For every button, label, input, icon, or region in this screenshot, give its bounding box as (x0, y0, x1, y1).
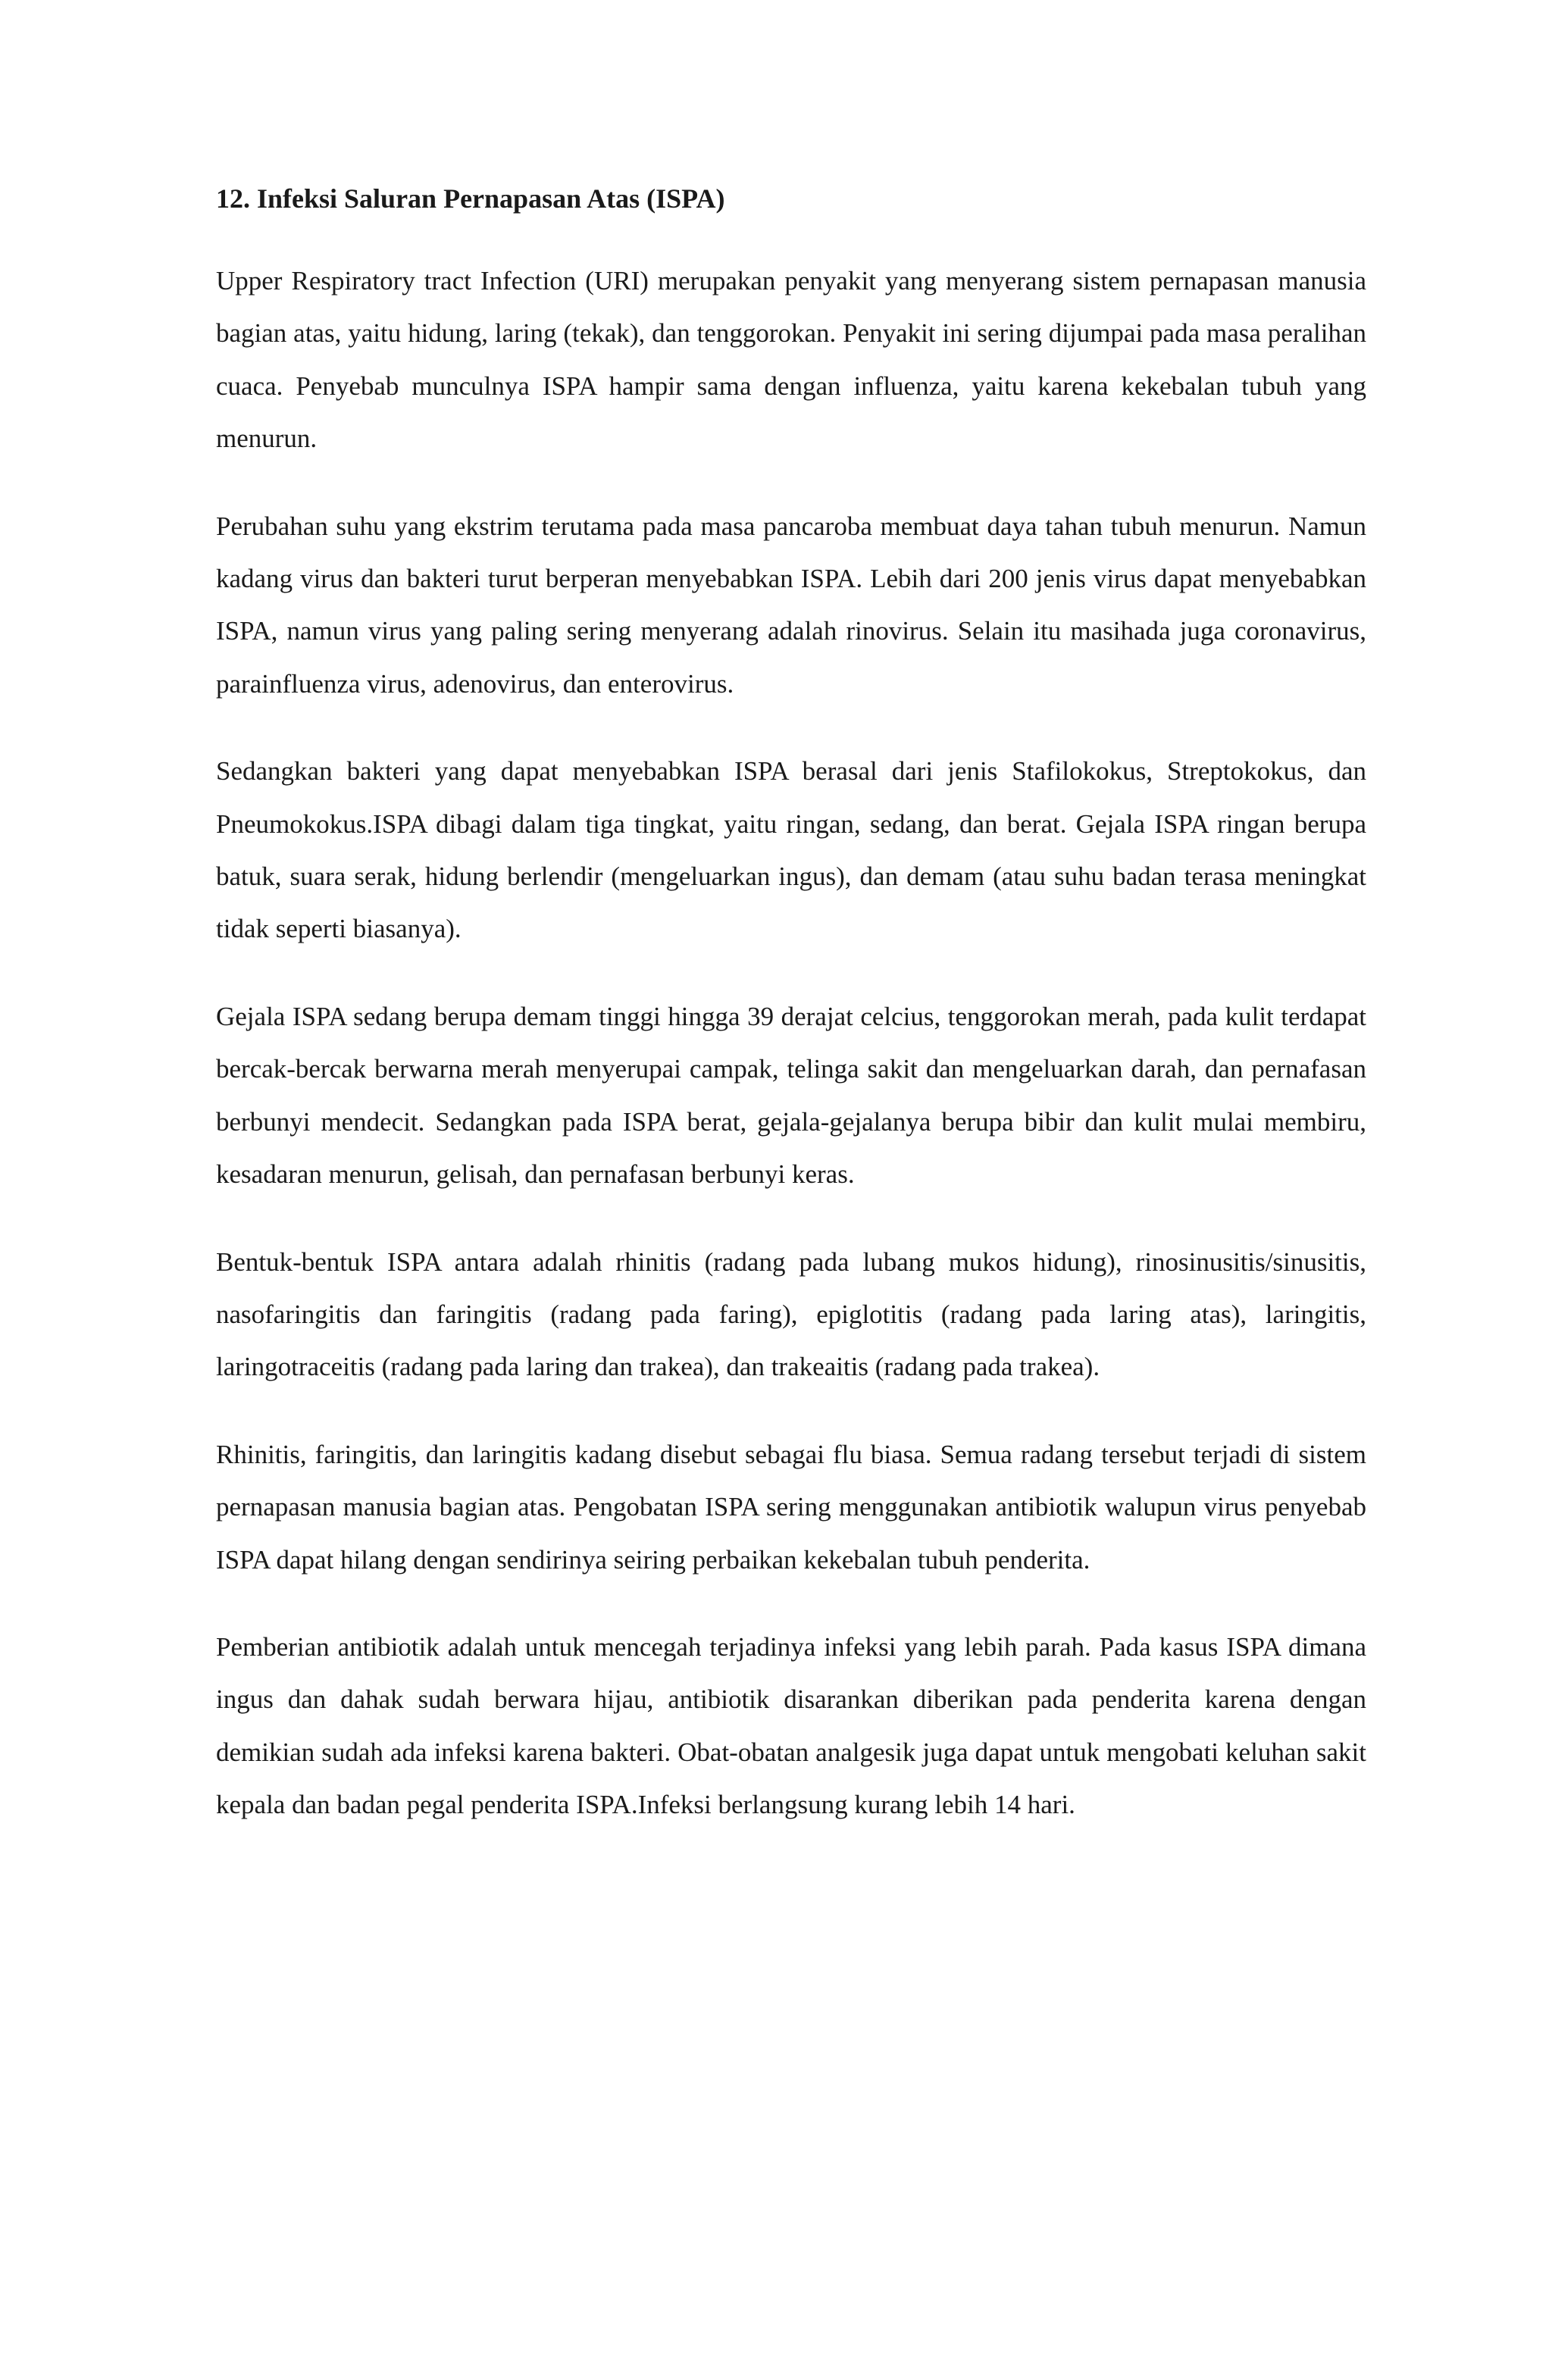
document-body (216, 180, 1366, 1866)
paragraph-4: Gejala ISPA sedang berupa demam tinggi hingga 39 derajat celcius, tenggorokan merah, pada kulit terdapat bercak-bercak berwarna merah menyerupai campak, telinga sakit dan mengeluarkan darah, dan pernafasan berbunyi mendecit. Sedangkan pada ISPA berat, gejala-gejalanya berupa bibir dan kulit mulai membiru, kesadaran menurun, gelisah, dan pernafasan berbunyi keras. (216, 1001, 1366, 1190)
paragraph-7: Pemberian antibiotik adalah untuk mencegah terjadinya infeksi yang lebih parah. Pada kasus ISPA dimana ingus dan dahak sudah berwara hijau, antibiotik disarankan diberikan pada penderita karena dengan demikian sudah ada infeksi karena bakteri. Obat-obatan analgesik juga dapat untuk mengobati keluhan sakit kepala dan badan pegal penderita ISPA.Infeksi berlangsung kurang lebih 14 hari. (216, 1631, 1366, 1820)
paragraph-5: Bentuk-bentuk ISPA antara adalah rhinitis (radang pada lubang mukos hidung), rinosinusitis/sinusitis, nasofaringitis dan faringitis (radang pada faring), epiglotitis (radang pada laring atas), laringitis, laringotraceitis (radang pada laring dan trakea), dan trakeaitis (radang pada trakea). (216, 1246, 1366, 1382)
paragraph-6: Rhinitis, faringitis, dan laringitis kadang disebut sebagai flu biasa. Semua radang tersebut terjadi di sistem pernapasan manusia bagian atas. Pengobatan ISPA sering menggunakan antibiotik walupun virus penyebab ISPA dapat hilang dengan sendirinya seiring perbaikan kekebalan tubuh penderita. (216, 1439, 1366, 1575)
section-heading: 12. Infeksi Saluran Pernapasan Atas (ISPA) (216, 183, 725, 214)
paragraph-3: Sedangkan bakteri yang dapat menyebabkan ISPA berasal dari jenis Stafilokokus, Streptokokus, dan Pneumokokus.ISPA dibagi dalam tiga tingkat, yaitu ringan, sedang, dan berat. Gejala ISPA ringan berupa batuk, suara serak, hidung berlendir (mengeluarkan ingus), dan demam (atau suhu badan terasa meningkat tidak seperti biasanya). (216, 756, 1366, 944)
paragraph-2: Perubahan suhu yang ekstrim terutama pada masa pancaroba membuat daya tahan tubuh menurun. Namun kadang virus dan bakteri turut berperan menyebabkan ISPA. Lebih dari 200 jenis virus dapat menyebabkan ISPA, namun virus yang paling sering menyerang adalah rinovirus. Selain itu masihada juga coronavirus, parainfluenza virus, adenovirus, dan enterovirus. (216, 511, 1366, 699)
paragraph-1: Upper Respiratory tract Infection (URI) merupakan penyakit yang menyerang sistem pernapasan manusia bagian atas, yaitu hidung, laring (tekak), dan tenggorokan. Penyakit ini sering dijumpai pada masa peralihan cuaca. Penyebab munculnya ISPA hampir sama dengan influenza, yaitu karena kekebalan tubuh yang menurun. (216, 266, 1366, 454)
